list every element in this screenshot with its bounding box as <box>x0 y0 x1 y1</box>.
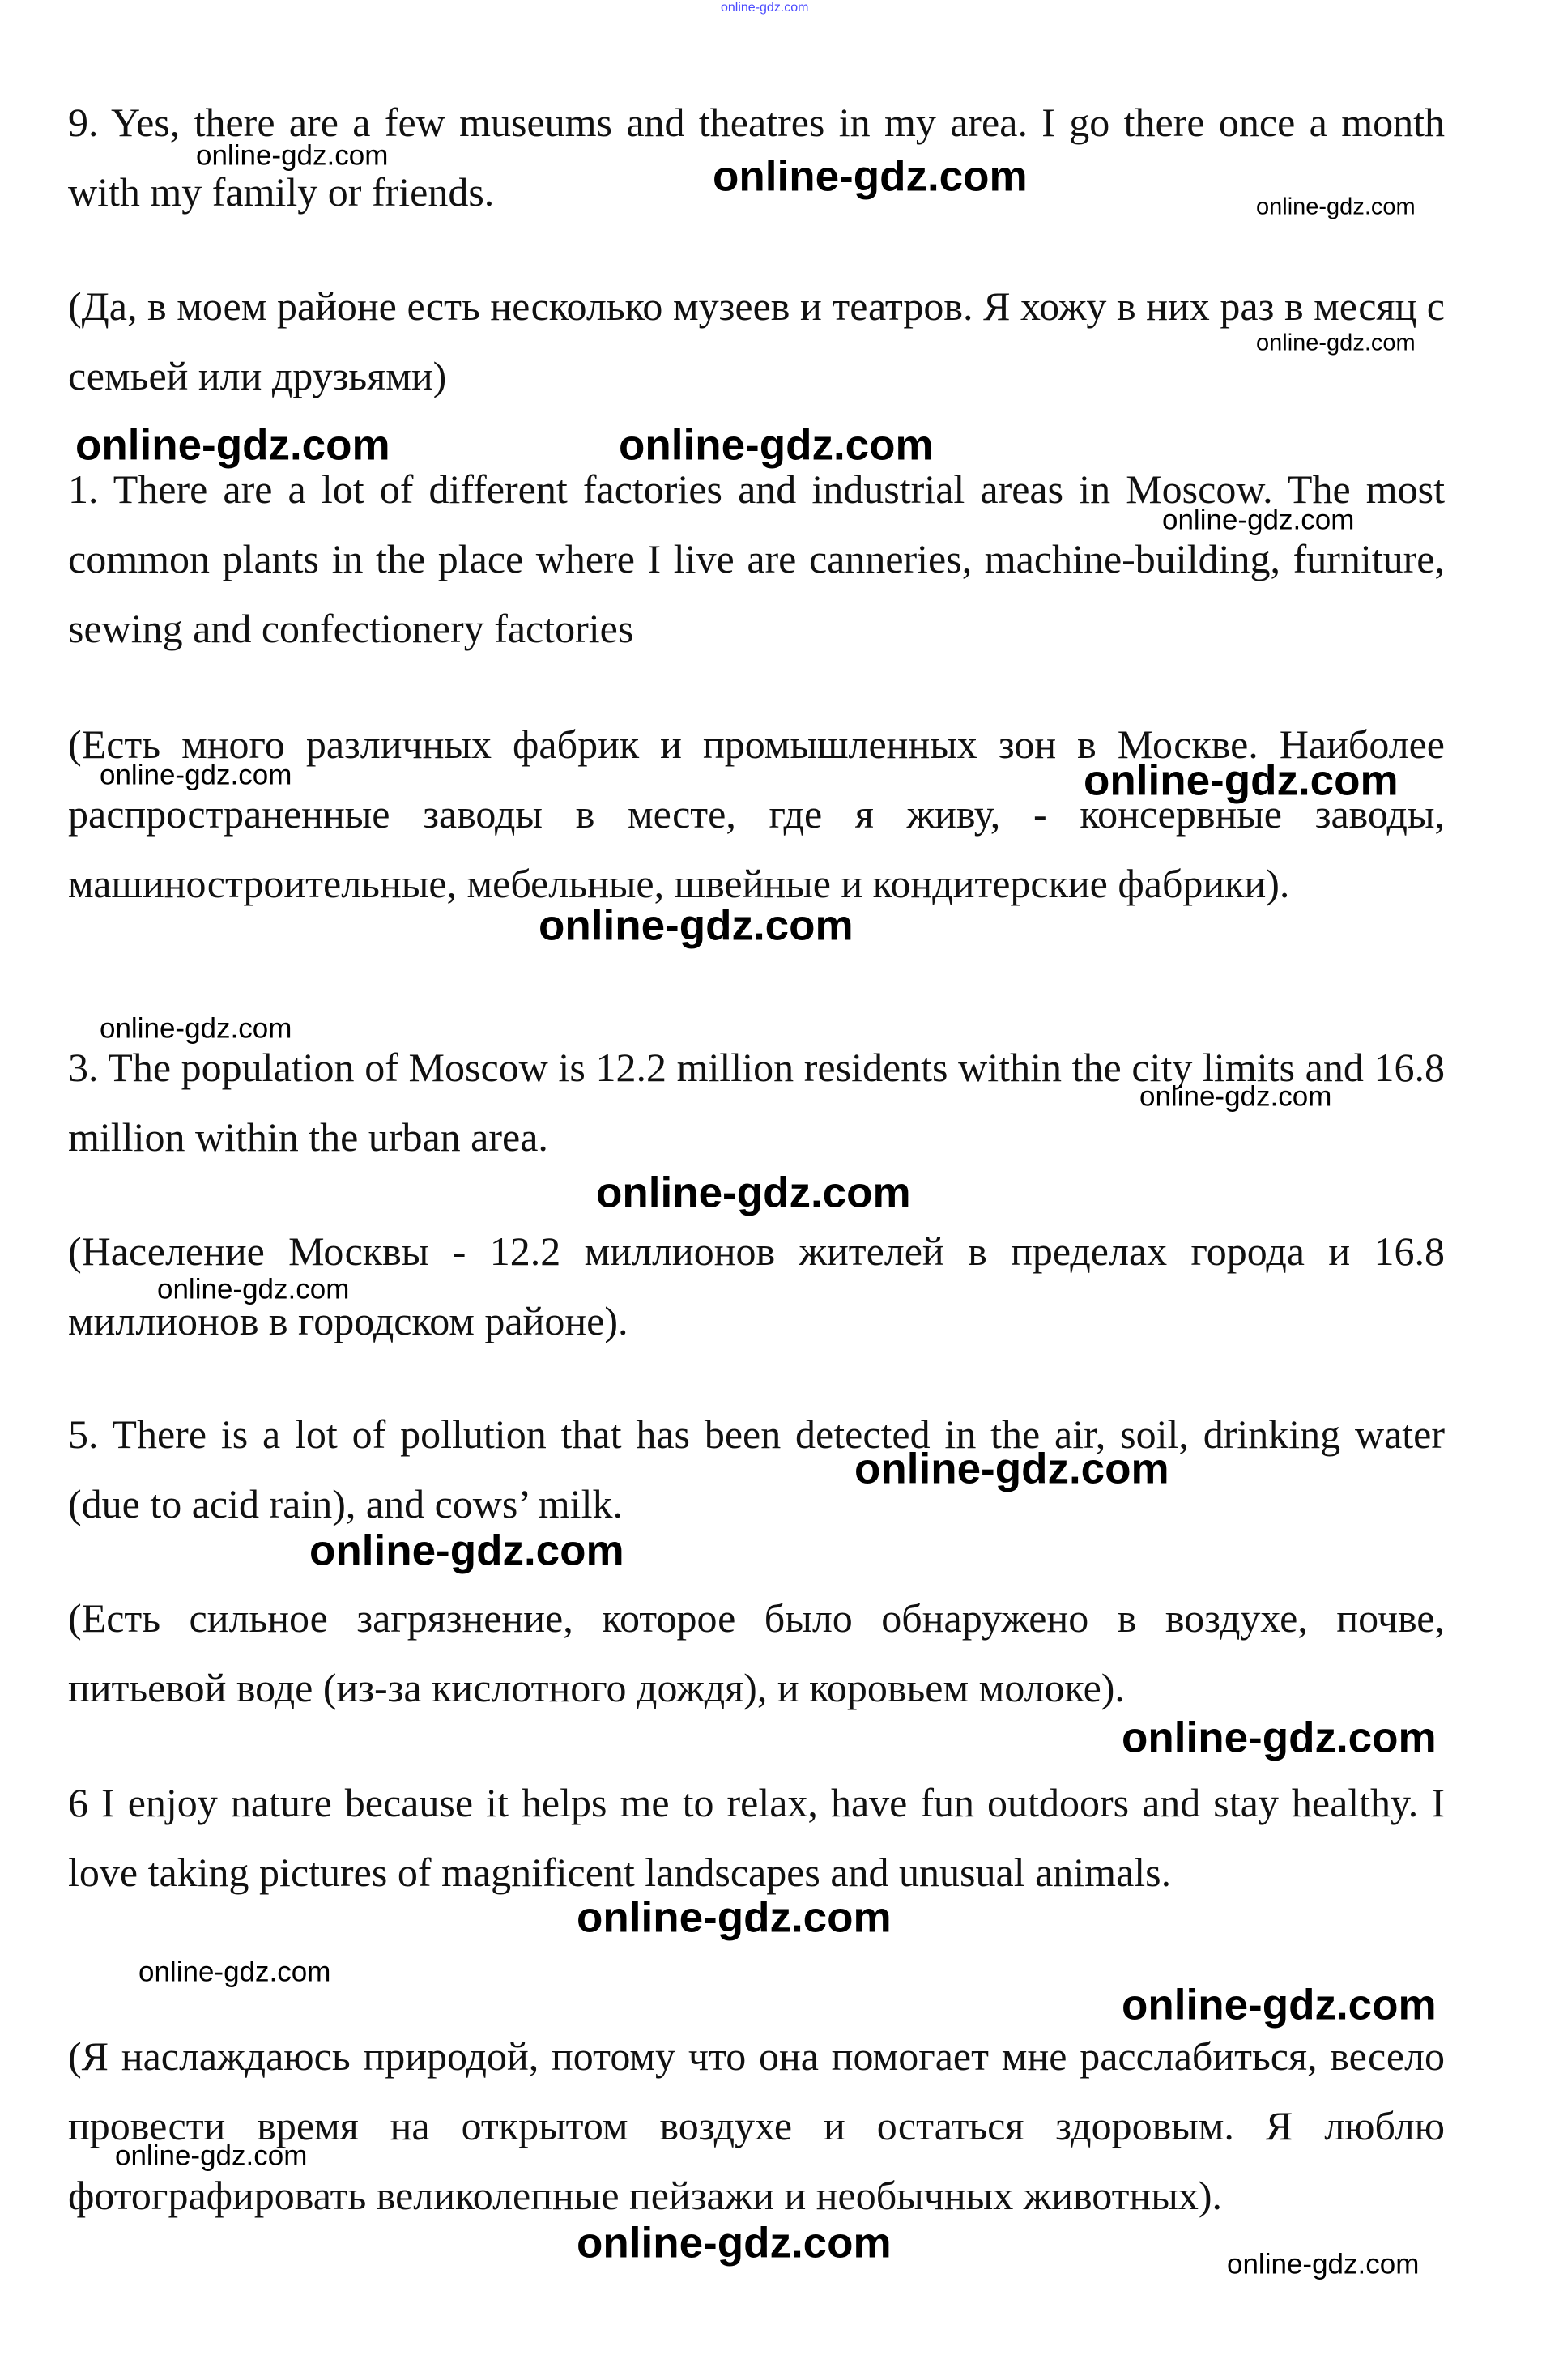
watermark: online-gdz.com <box>713 152 1028 201</box>
answer-1-ru: (Есть много различных фабрик и промышленных зон в Москве. Наиболее распространенные заводы в месте, где я живу, - консервные заводы, машиностроительные, мебельные, швейные и кондитерские фабрики). <box>68 722 1445 906</box>
watermark: online-gdz.com <box>138 1956 331 1988</box>
answer-5-en: 5. There is a lot of pollution that has been detected in the air, soil, drinking water (due to acid rain), and cows’ milk. <box>68 1411 1445 1526</box>
answer-1-en: 1. There are a lot of different factories and industrial areas in Moscow. The most common plants in the place where I live are canneries, machine-building, furniture, sewing and confectionery factories <box>68 466 1445 651</box>
answer-6-en: 6 I enjoy nature because it helps me to relax, have fun outdoors and stay healthy. I love taking pictures of magnificent landscapes and unusual animals. <box>68 1780 1445 1895</box>
watermark: online-gdz.com <box>309 1526 624 1575</box>
watermark: online-gdz.com <box>577 2219 892 2267</box>
watermark: online-gdz.com <box>1227 2248 1420 2280</box>
watermark: online-gdz.com <box>157 1273 350 1305</box>
watermark: online-gdz.com <box>1162 504 1355 536</box>
watermark: online-gdz.com <box>115 2139 308 2172</box>
watermark: online-gdz.com <box>596 1169 911 1217</box>
watermark: online-gdz.com <box>1256 194 1416 220</box>
watermark: online-gdz.com <box>619 421 934 470</box>
watermark: online-gdz.com <box>854 1445 1169 1493</box>
watermark: online-gdz.com <box>1122 1981 1437 2029</box>
watermark: online-gdz.com <box>1256 330 1416 356</box>
watermark: online-gdz.com <box>100 759 292 791</box>
watermark: online-gdz.com <box>539 901 854 950</box>
watermark: online-gdz.com <box>196 139 389 172</box>
header-watermark: online-gdz.com <box>721 1 809 15</box>
watermark: online-gdz.com <box>577 1893 892 1942</box>
answer-9-en: 9. Yes, there are a few museums and theatres in my area. I go there once a month with my family or friends. <box>68 100 1445 215</box>
watermark: online-gdz.com <box>100 1012 292 1045</box>
watermark: online-gdz.com <box>1084 756 1399 805</box>
watermark: online-gdz.com <box>1122 1714 1437 1762</box>
answer-5-ru: (Есть сильное загрязнение, которое было обнаружено в воздухе, почве, питьевой воде (из-за кислотного дождя), и коровьем молоке). <box>68 1595 1445 1710</box>
answer-6-ru: (Я наслаждаюсь природой, потому что она помогает мне расслабиться, весело провести время на открытом воздухе и остаться здоровым. Я люблю фотографировать великолепные пейзажи и необычных животных). <box>68 2033 1445 2218</box>
answer-9-ru: (Да, в моем районе есть несколько музеев и театров. Я хожу в них раз в месяц с семьей или друзьями) <box>68 283 1445 398</box>
answer-3-ru: (Население Москвы - 12.2 миллионов жителей в пределах города и 16.8 миллионов в городском районе). <box>68 1228 1445 1343</box>
watermark: online-gdz.com <box>75 421 390 470</box>
answer-3-en: 3. The population of Moscow is 12.2 million residents within the city limits and 16.8 million within the urban area. <box>68 1045 1445 1160</box>
watermark: online-gdz.com <box>1139 1080 1332 1113</box>
